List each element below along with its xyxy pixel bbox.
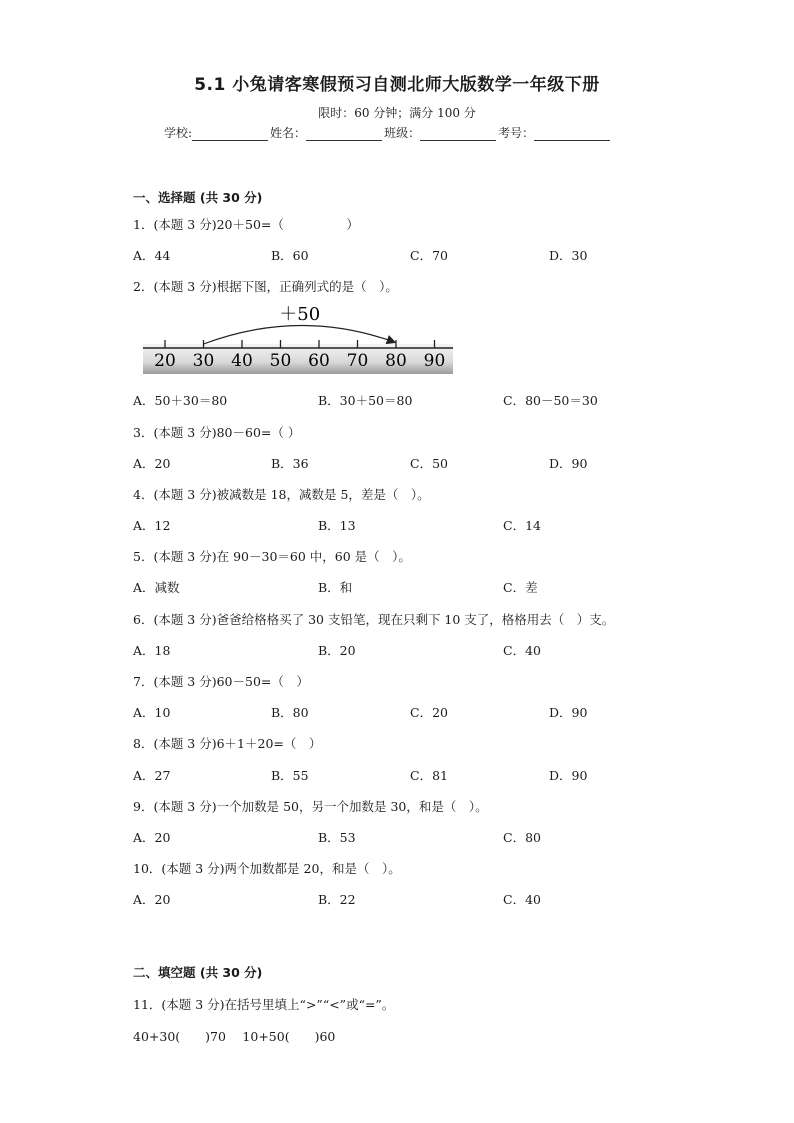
question-8: 8．(本题 3 分)6＋1＋20=（ ） [133, 736, 322, 751]
option[interactable]: A．27 [133, 768, 171, 783]
name-blank[interactable] [306, 128, 382, 141]
class-blank[interactable] [420, 128, 496, 141]
number-line-tick-label: 90 [423, 351, 446, 371]
option[interactable]: C．40 [503, 892, 541, 907]
option[interactable]: A．12 [133, 518, 171, 533]
question-5: 5．(本题 3 分)在 90－30＝60 中，60 是（ ）。 [133, 549, 411, 564]
options-3 [133, 454, 693, 472]
options-4 [133, 516, 693, 534]
option[interactable]: A．10 [133, 705, 171, 720]
options-10 [133, 890, 693, 908]
option[interactable]: D．90 [549, 456, 588, 471]
number-line-tick-label: 50 [269, 351, 292, 371]
number-blank[interactable] [534, 128, 610, 141]
number-line-tick-label: 80 [385, 351, 407, 371]
option[interactable]: B．60 [271, 248, 309, 263]
number-line-tick-label: 70 [346, 351, 369, 371]
question-4: 4．(本题 3 分)被减数是 18，减数是 5，差是（ ）。 [133, 487, 430, 502]
name-label: 姓名： [270, 126, 307, 140]
question-3: 3．(本题 3 分)80－60=（ ） [133, 425, 301, 440]
option[interactable]: B．55 [271, 768, 309, 783]
option[interactable]: A．50＋30＝80 [133, 393, 228, 408]
option[interactable]: A．44 [133, 248, 171, 263]
question-6: 6．(本题 3 分)爸爸给格格买了 30 支铅笔，现在只剩下 10 支了，格格用去（ ）支。 [133, 612, 615, 627]
options-1 [133, 246, 693, 264]
question-2: 2．(本题 3 分)根据下图，正确列式的是（ ）。 [133, 279, 398, 294]
option[interactable]: A．减数 [133, 580, 180, 595]
options-2 [133, 391, 693, 409]
number-line-tick-label: 40 [231, 351, 253, 371]
number-line-figure [143, 298, 453, 378]
question-10: 10．(本题 3 分)两个加数都是 20，和是（ ）。 [133, 861, 401, 876]
options-8 [133, 766, 693, 784]
option[interactable]: C．81 [410, 768, 448, 783]
question-1: 1．(本题 3 分)20＋50=（ ） [133, 217, 359, 232]
options-6 [133, 641, 693, 659]
option[interactable]: C．80－50＝30 [503, 393, 598, 408]
option[interactable]: A．20 [133, 830, 171, 845]
question-11: 11．(本题 3 分)在括号里填上“>”“<”或“=”。 [133, 997, 395, 1012]
jump-label: ＋50 [279, 304, 321, 325]
options-7 [133, 703, 693, 721]
option[interactable]: A．18 [133, 643, 171, 658]
student-info-row [164, 124, 612, 141]
option[interactable]: B．53 [318, 830, 356, 845]
class-label: 班级： [384, 126, 421, 140]
section-heading-fill: 二、填空题 (共 30 分) [133, 965, 263, 980]
option[interactable]: C．14 [503, 518, 541, 533]
option[interactable]: C．80 [503, 830, 541, 845]
option[interactable]: A．20 [133, 456, 171, 471]
number-label: 考号： [498, 126, 535, 140]
number-line-tick-label: 20 [154, 351, 176, 371]
option[interactable]: B．22 [318, 892, 356, 907]
option[interactable]: A．20 [133, 892, 171, 907]
question-11-blanks[interactable]: 40+30( )70 10+50( )60 [133, 1029, 336, 1044]
option[interactable]: D．30 [549, 248, 588, 263]
number-line-tick-label: 30 [192, 351, 215, 371]
option[interactable]: B．和 [318, 580, 353, 595]
option[interactable]: C．70 [410, 248, 448, 263]
school-label: 学校: [164, 126, 193, 140]
question-7: 7．(本题 3 分)60－50=（ ） [133, 674, 309, 689]
number-line-tick-label: 60 [308, 351, 330, 371]
options-5 [133, 578, 693, 596]
options-9 [133, 828, 693, 846]
school-blank[interactable] [192, 128, 268, 141]
page-subtitle: 限时：60 分钟；满分 100 分 [318, 106, 476, 120]
option[interactable]: C．差 [503, 580, 538, 595]
option[interactable]: B．20 [318, 643, 356, 658]
option[interactable]: B．36 [271, 456, 309, 471]
option[interactable]: B．13 [318, 518, 356, 533]
option[interactable]: B．80 [271, 705, 309, 720]
question-9: 9．(本题 3 分)一个加数是 50，另一个加数是 30，和是（ ）。 [133, 799, 488, 814]
option[interactable]: B．30＋50＝80 [318, 393, 413, 408]
section-heading-choice: 一、选择题 (共 30 分) [133, 190, 263, 205]
jump-arrow [204, 325, 395, 344]
page-title: 5.1 小兔请客寒假预习自测北师大版数学一年级下册 [194, 75, 600, 95]
option[interactable]: D．90 [549, 768, 588, 783]
option[interactable]: D．90 [549, 705, 588, 720]
option[interactable]: C．20 [410, 705, 448, 720]
option[interactable]: C．50 [410, 456, 448, 471]
option[interactable]: C．40 [503, 643, 541, 658]
